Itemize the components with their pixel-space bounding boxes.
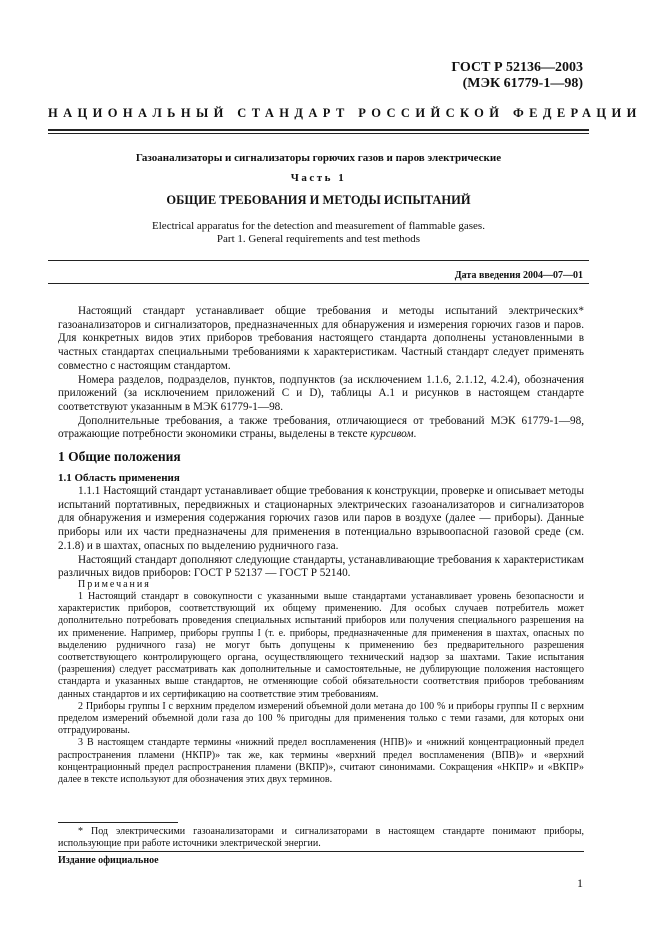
intro-p3-end: . [413, 428, 417, 441]
title-divider [48, 260, 589, 261]
page-number: 1 [577, 876, 583, 890]
intro-p3-italic: курсивом [370, 428, 414, 441]
standard-number-block [451, 60, 583, 92]
note-2: 2 Приборы группы I с верхним пределом измерений объемной доли метана до 100 % и приборы группы II с верхним пределом измерений объемной доли газа до 100 % пригодны для применения только с теми газами, для которых они отградуированы. [58, 700, 584, 737]
date-divider [48, 283, 589, 284]
subsection-1-1-heading: 1.1 Область применения [58, 472, 180, 484]
footnote-text: * Под электрическими газоанализаторами и сигнализаторами в настоящем стандарте понимают приборы, использующие при работе источники электрической энергии. [58, 826, 584, 850]
note-1: 1 Настоящий стандарт в совокупности с указанными выше стандартами устанавливает уровень безопасности и характеристик приборов, соответствующий их общему применению. Для особых случаев потребитель может дополнительно потребовать проведения специальных испытаний приборов или получения специального разрешения на их применение. Например, приборы группы I (т. е. приборы, предназначенные для применения в шахтах, опасных по выделению рудничного газа) не могут быть допущены к применению без предварительного разрешения соответствующего контролирующего органа, осуществляющего технический надзор за шахтами. Такие испытания (разрешения) следует рассматривать как дополнительные и самостоятельные, не дублирующие положения настоящего стандарта и указанных выше стандартов, не отменяющие собой обязательности соответствия приборов требованиям данных стандартов и их сертификацию на соответствие этим требованиям. [58, 591, 584, 700]
introduction-date: Дата введения 2004—07—01 [454, 270, 583, 281]
section-1-paragraph-1: 1.1.1 Настоящий стандарт устанавливает общие требования к конструкции, проверке и описывает методы испытаний портативных, передвижных и стационарных электрических газоанализаторов и сигнализаторов для обнаружения и измерения содержания горючих газов или паров в воздухе (далее — приборы). Данные приборы или их части предназначены для применения в потенциально взрывоопасной газовой среде (см. 2.1.8) и в шахтах, опасных по выделению рудничного газа. [58, 485, 584, 552]
iec-number: (МЭК 61779-1—98) [462, 76, 583, 91]
edition-label: Издание официальное [58, 855, 159, 866]
section-1-text [58, 485, 584, 581]
footer-divider [58, 851, 584, 852]
part-title: ОБЩИЕ ТРЕБОВАНИЯ И МЕТОДЫ ИСПЫТАНИЙ [166, 193, 471, 207]
english-title-line1: Electrical apparatus for the detection and measurement of flammable gases. [152, 220, 485, 232]
intro-text [58, 305, 584, 442]
notes-title: Примечания [78, 579, 151, 590]
note-3: 3 В настоящем стандарте термины «нижний предел воспламенения (НПВ)» и «нижний концентрационный предел распространения пламени (НКПР)» так же, как термины «верхний предел воспламенения (ВПВ)» и «верхний концентрационный предел распространения пламени (ВКПР)», считают синонимами. Сокращения «НКПР» и «ВКПР» далее в тексте используют для обозначения этих двух терминов. [58, 737, 584, 786]
national-standard-heading: НАЦИОНАЛЬНЫЙ СТАНДАРТ РОССИЙСКОЙ ФЕДЕРАЦИИ [48, 106, 642, 120]
english-title [48, 220, 589, 246]
intro-paragraph-1: Настоящий стандарт устанавливает общие требования и методы испытаний электрических* газоанализаторов и сигнализаторов, предназначенных для обнаружения и измерения горючих газов и паров. Для конкретных видов этих приборов требования настоящего стандарта дополнены установленными в частных стандартах специальными требованиями к характеристикам. Частный стандарт следует применять совместно с настоящим стандартом. [58, 305, 584, 372]
footnote-divider [58, 822, 178, 823]
header-divider-thick [48, 129, 589, 131]
header-divider-thin [48, 133, 589, 134]
english-title-line2: Part 1. General requirements and test methods [216, 233, 421, 245]
part-label: Часть 1 [290, 172, 347, 184]
section-1-heading: 1 Общие положения [58, 449, 181, 464]
footnote [58, 826, 584, 850]
document-title: Газоанализаторы и сигнализаторы горючих газов и паров электрические [135, 152, 502, 164]
notes-list [58, 591, 584, 786]
section-1-paragraph-2: Настоящий стандарт дополняют следующие стандарты, устанавливающие требования к характеристикам различных видов приборов: ГОСТ Р 52137 — ГОСТ Р 52140. [58, 553, 584, 580]
intro-paragraph-3 [58, 415, 584, 442]
intro-p3-start: Дополнительные требования, а также требования, отличающиеся от требований МЭК 61779-1—98, отражающие потребности экономики страны, выделены в тексте [58, 414, 584, 441]
intro-paragraph-2: Номера разделов, подразделов, пунктов, подпунктов (за исключением 1.1.6, 2.1.12, 4.2.4), обозначения приложений (за исключением приложений С и D), таблицы А.1 и рисунков в настоящем стандарте соответствуют указанным в МЭК 61779-1—98. [58, 373, 584, 413]
standard-number: ГОСТ Р 52136—2003 [451, 60, 583, 75]
